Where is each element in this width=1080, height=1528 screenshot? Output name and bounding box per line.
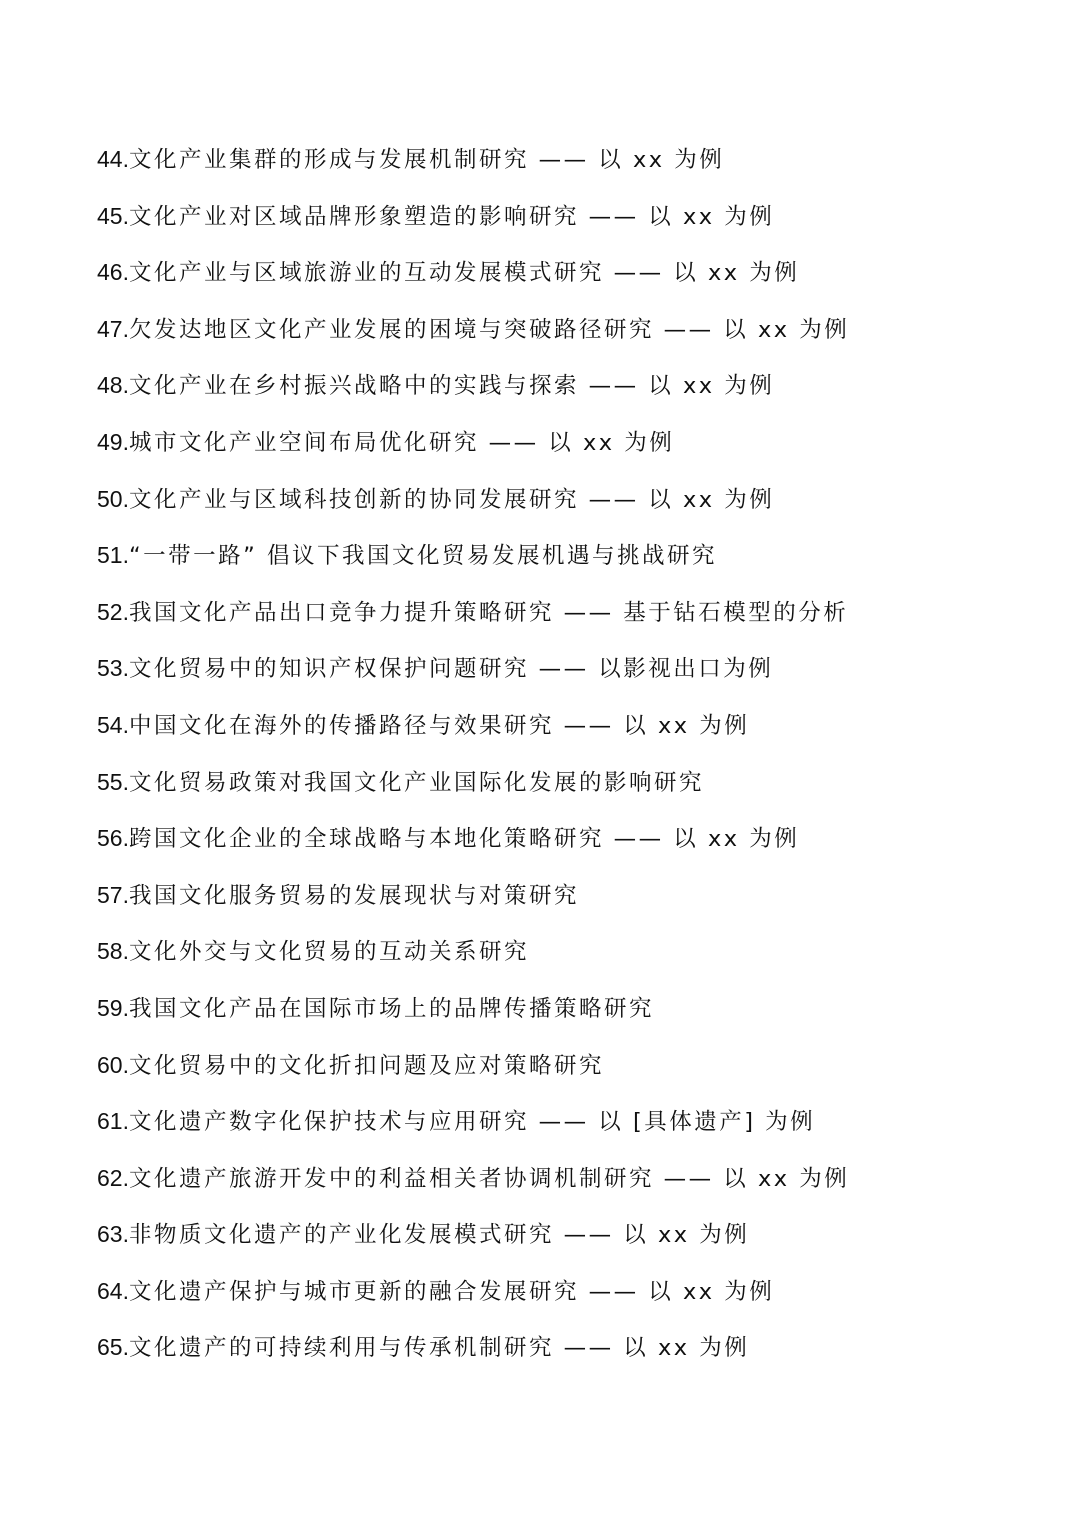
topic-title: 文化贸易中的知识产权保护问题研究 —— 以影视出口为例: [128, 656, 774, 683]
topic-title: 文化外交与文化贸易的互动关系研究: [128, 939, 529, 966]
topic-number: 65.: [97, 1334, 129, 1361]
topic-item: [97, 873, 1047, 930]
topic-item: [97, 986, 1047, 1043]
topic-item: [97, 1156, 1047, 1213]
topic-title: 文化贸易中的文化折扣问题及应对策略研究: [128, 1052, 604, 1079]
topic-item: [97, 137, 1047, 194]
topic-item: [97, 760, 1047, 817]
topic-number: 59.: [97, 994, 129, 1021]
topic-title: 文化产业在乡村振兴战略中的实践与探索 —— 以 xx 为例: [128, 373, 775, 400]
topic-title: 文化遗产数字化保护技术与应用研究 —— 以 [具体遗产] 为例: [128, 1109, 816, 1136]
topic-title: 我国文化产品在国际市场上的品牌传播策略研究: [128, 995, 654, 1022]
topic-item: [97, 1212, 1047, 1269]
topic-item: [97, 363, 1047, 420]
topic-title: 文化贸易政策对我国文化产业国际化发展的影响研究: [128, 769, 704, 796]
topic-number: 54.: [97, 711, 129, 738]
topic-number: 50.: [97, 485, 129, 512]
topic-title: 文化遗产的可持续利用与传承机制研究 —— 以 xx 为例: [128, 1335, 750, 1362]
topic-number: 62.: [97, 1164, 129, 1191]
topic-item: [97, 307, 1047, 364]
topic-title: 我国文化服务贸易的发展现状与对策研究: [128, 882, 579, 909]
topic-title: 中国文化在海外的传播路径与效果研究 —— 以 xx 为例: [128, 712, 750, 739]
topic-number: 52.: [97, 598, 129, 625]
topic-number: 44.: [97, 146, 129, 172]
topic-item: [97, 1099, 1047, 1156]
topic-item: [97, 1269, 1047, 1326]
topic-number: 60.: [97, 1051, 129, 1078]
topic-number: 53.: [97, 655, 129, 682]
topic-title: 文化产业与区域旅游业的互动发展模式研究 —— 以 xx 为例: [128, 260, 800, 287]
topic-title: 跨国文化企业的全球战略与本地化策略研究 —— 以 xx 为例: [128, 826, 800, 853]
topic-number: 47.: [97, 315, 129, 342]
topic-number: 61.: [97, 1108, 129, 1135]
topic-item: [97, 703, 1047, 760]
topic-title: 文化遗产旅游开发中的利益相关者协调机制研究 —— 以 xx 为例: [128, 1165, 850, 1192]
topic-title: 城市文化产业空间布局优化研究 —— 以 xx 为例: [128, 429, 675, 456]
topic-item: [97, 420, 1047, 477]
topic-number: 56.: [97, 825, 129, 852]
topic-number: 55.: [97, 768, 129, 795]
topic-title: “一带一路” 倡议下我国文化贸易发展机遇与挑战研究: [128, 543, 717, 570]
topic-item: [97, 646, 1047, 703]
topic-title: 文化遗产保护与城市更新的融合发展研究 —— 以 xx 为例: [128, 1278, 775, 1305]
topic-number: 64.: [97, 1277, 129, 1304]
topic-item: [97, 929, 1047, 986]
topic-item: [97, 477, 1047, 534]
topic-title: 文化产业集群的形成与发展机制研究 —— 以 xx 为例: [128, 147, 725, 173]
topic-item: [97, 590, 1047, 647]
topic-item: [97, 250, 1047, 307]
topic-number: 57.: [97, 881, 129, 908]
topic-number: 49.: [97, 428, 129, 455]
topic-item: [97, 1325, 1047, 1382]
topic-title: 文化产业对区域品牌形象塑造的影响研究 —— 以 xx 为例: [128, 203, 775, 230]
topic-title: 非物质文化遗产的产业化发展模式研究 —— 以 xx 为例: [128, 1222, 750, 1249]
topic-title: 文化产业与区域科技创新的协同发展研究 —— 以 xx 为例: [128, 486, 775, 513]
topic-number: 46.: [97, 259, 129, 286]
topic-number: 63.: [97, 1221, 129, 1248]
topic-title: 我国文化产品出口竞争力提升策略研究 —— 基于钻石模型的分析: [128, 599, 849, 626]
topic-title: 欠发达地区文化产业发展的困境与突破路径研究 —— 以 xx 为例: [128, 316, 850, 343]
topic-item: [97, 816, 1047, 873]
topic-number: 48.: [97, 372, 129, 399]
topic-item: [97, 1043, 1047, 1100]
topic-number: 51.: [97, 542, 129, 569]
topic-list: [97, 137, 1047, 1382]
topic-number: 45.: [97, 202, 129, 229]
topic-number: 58.: [97, 938, 129, 965]
topic-item: [97, 533, 1047, 590]
topic-item: [97, 194, 1047, 251]
